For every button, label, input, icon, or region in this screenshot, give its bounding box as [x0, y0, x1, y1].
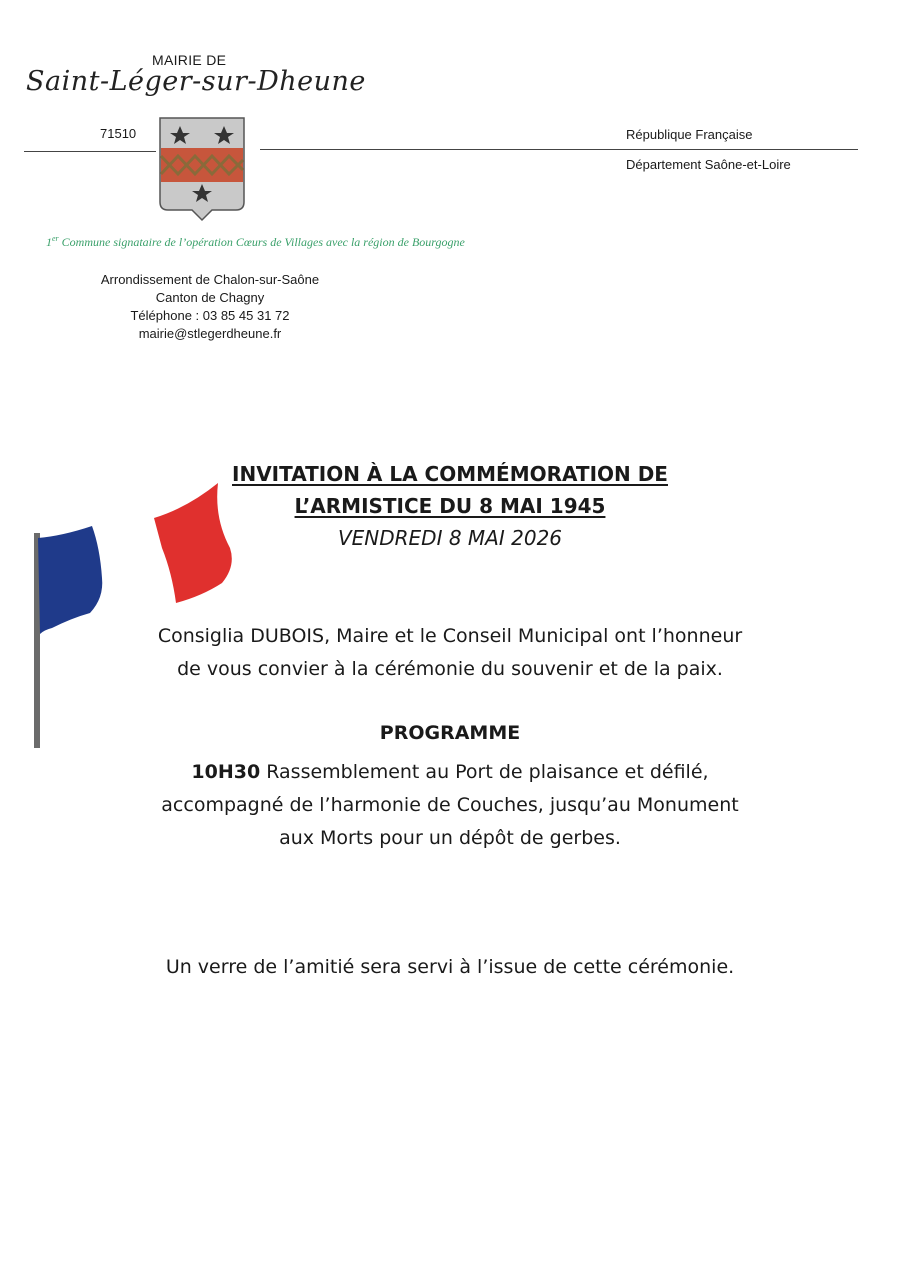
invitation-title: [150, 458, 750, 522]
postal-code: 71510: [100, 126, 137, 141]
town-name: Saint-Léger-sur-Dheune: [26, 66, 366, 97]
programme-line-3: aux Morts pour un dépôt de gerbes.: [279, 827, 621, 849]
title-line-1: INVITATION À LA COMMÉMORATION DE: [232, 462, 668, 486]
coat-of-arms-icon: [158, 116, 246, 222]
programme-time: 10H30: [191, 761, 261, 783]
intro-line-2: de vous convier à la cérémonie du souvenir et de la paix.: [177, 658, 723, 680]
programme-line-2: accompagné de l’harmonie de Couches, jusqu’au Monument: [161, 794, 739, 816]
flag-blue-band: [38, 526, 102, 634]
programme-line-1: [40, 756, 860, 789]
header-rule-right: [260, 149, 858, 150]
tagline: [46, 234, 465, 250]
event-date: VENDREDI 8 MAI 2026: [337, 526, 563, 550]
telephone-line: Téléphone : 03 85 45 31 72: [130, 308, 290, 323]
arrondissement-line: Arrondissement de Chalon-sur-Saône: [100, 272, 320, 287]
contact-block: [80, 271, 340, 343]
programme-title: PROGRAMME: [379, 722, 521, 744]
programme-text: [40, 756, 860, 855]
mairie-de-label: MAIRIE DE: [152, 52, 227, 68]
republique-label: République Française: [626, 127, 753, 142]
invitation-intro: [40, 620, 860, 686]
canton-line: Canton de Chagny: [155, 290, 265, 305]
email-line: mairie@stlegerdheune.fr: [138, 326, 282, 341]
departement-label: Département Saône-et-Loire: [626, 157, 791, 172]
intro-line-1: Consiglia DUBOIS, Maire et le Conseil Municipal ont l’honneur: [157, 625, 743, 647]
closing-line: Un verre de l’amitié sera servi à l’issue de cette cérémonie.: [165, 956, 735, 978]
tagline-superscript: er: [52, 234, 59, 243]
header-rule-left: [24, 151, 156, 152]
programme-line-1-text: Rassemblement au Port de plaisance et défilé,: [260, 761, 709, 783]
title-line-2: L’ARMISTICE DU 8 MAI 1945: [294, 494, 606, 518]
tagline-text: Commune signataire de l’opération Cœurs de Villages avec la région de Bourgogne: [58, 235, 465, 249]
tagline-ordinal: 1: [46, 235, 52, 249]
